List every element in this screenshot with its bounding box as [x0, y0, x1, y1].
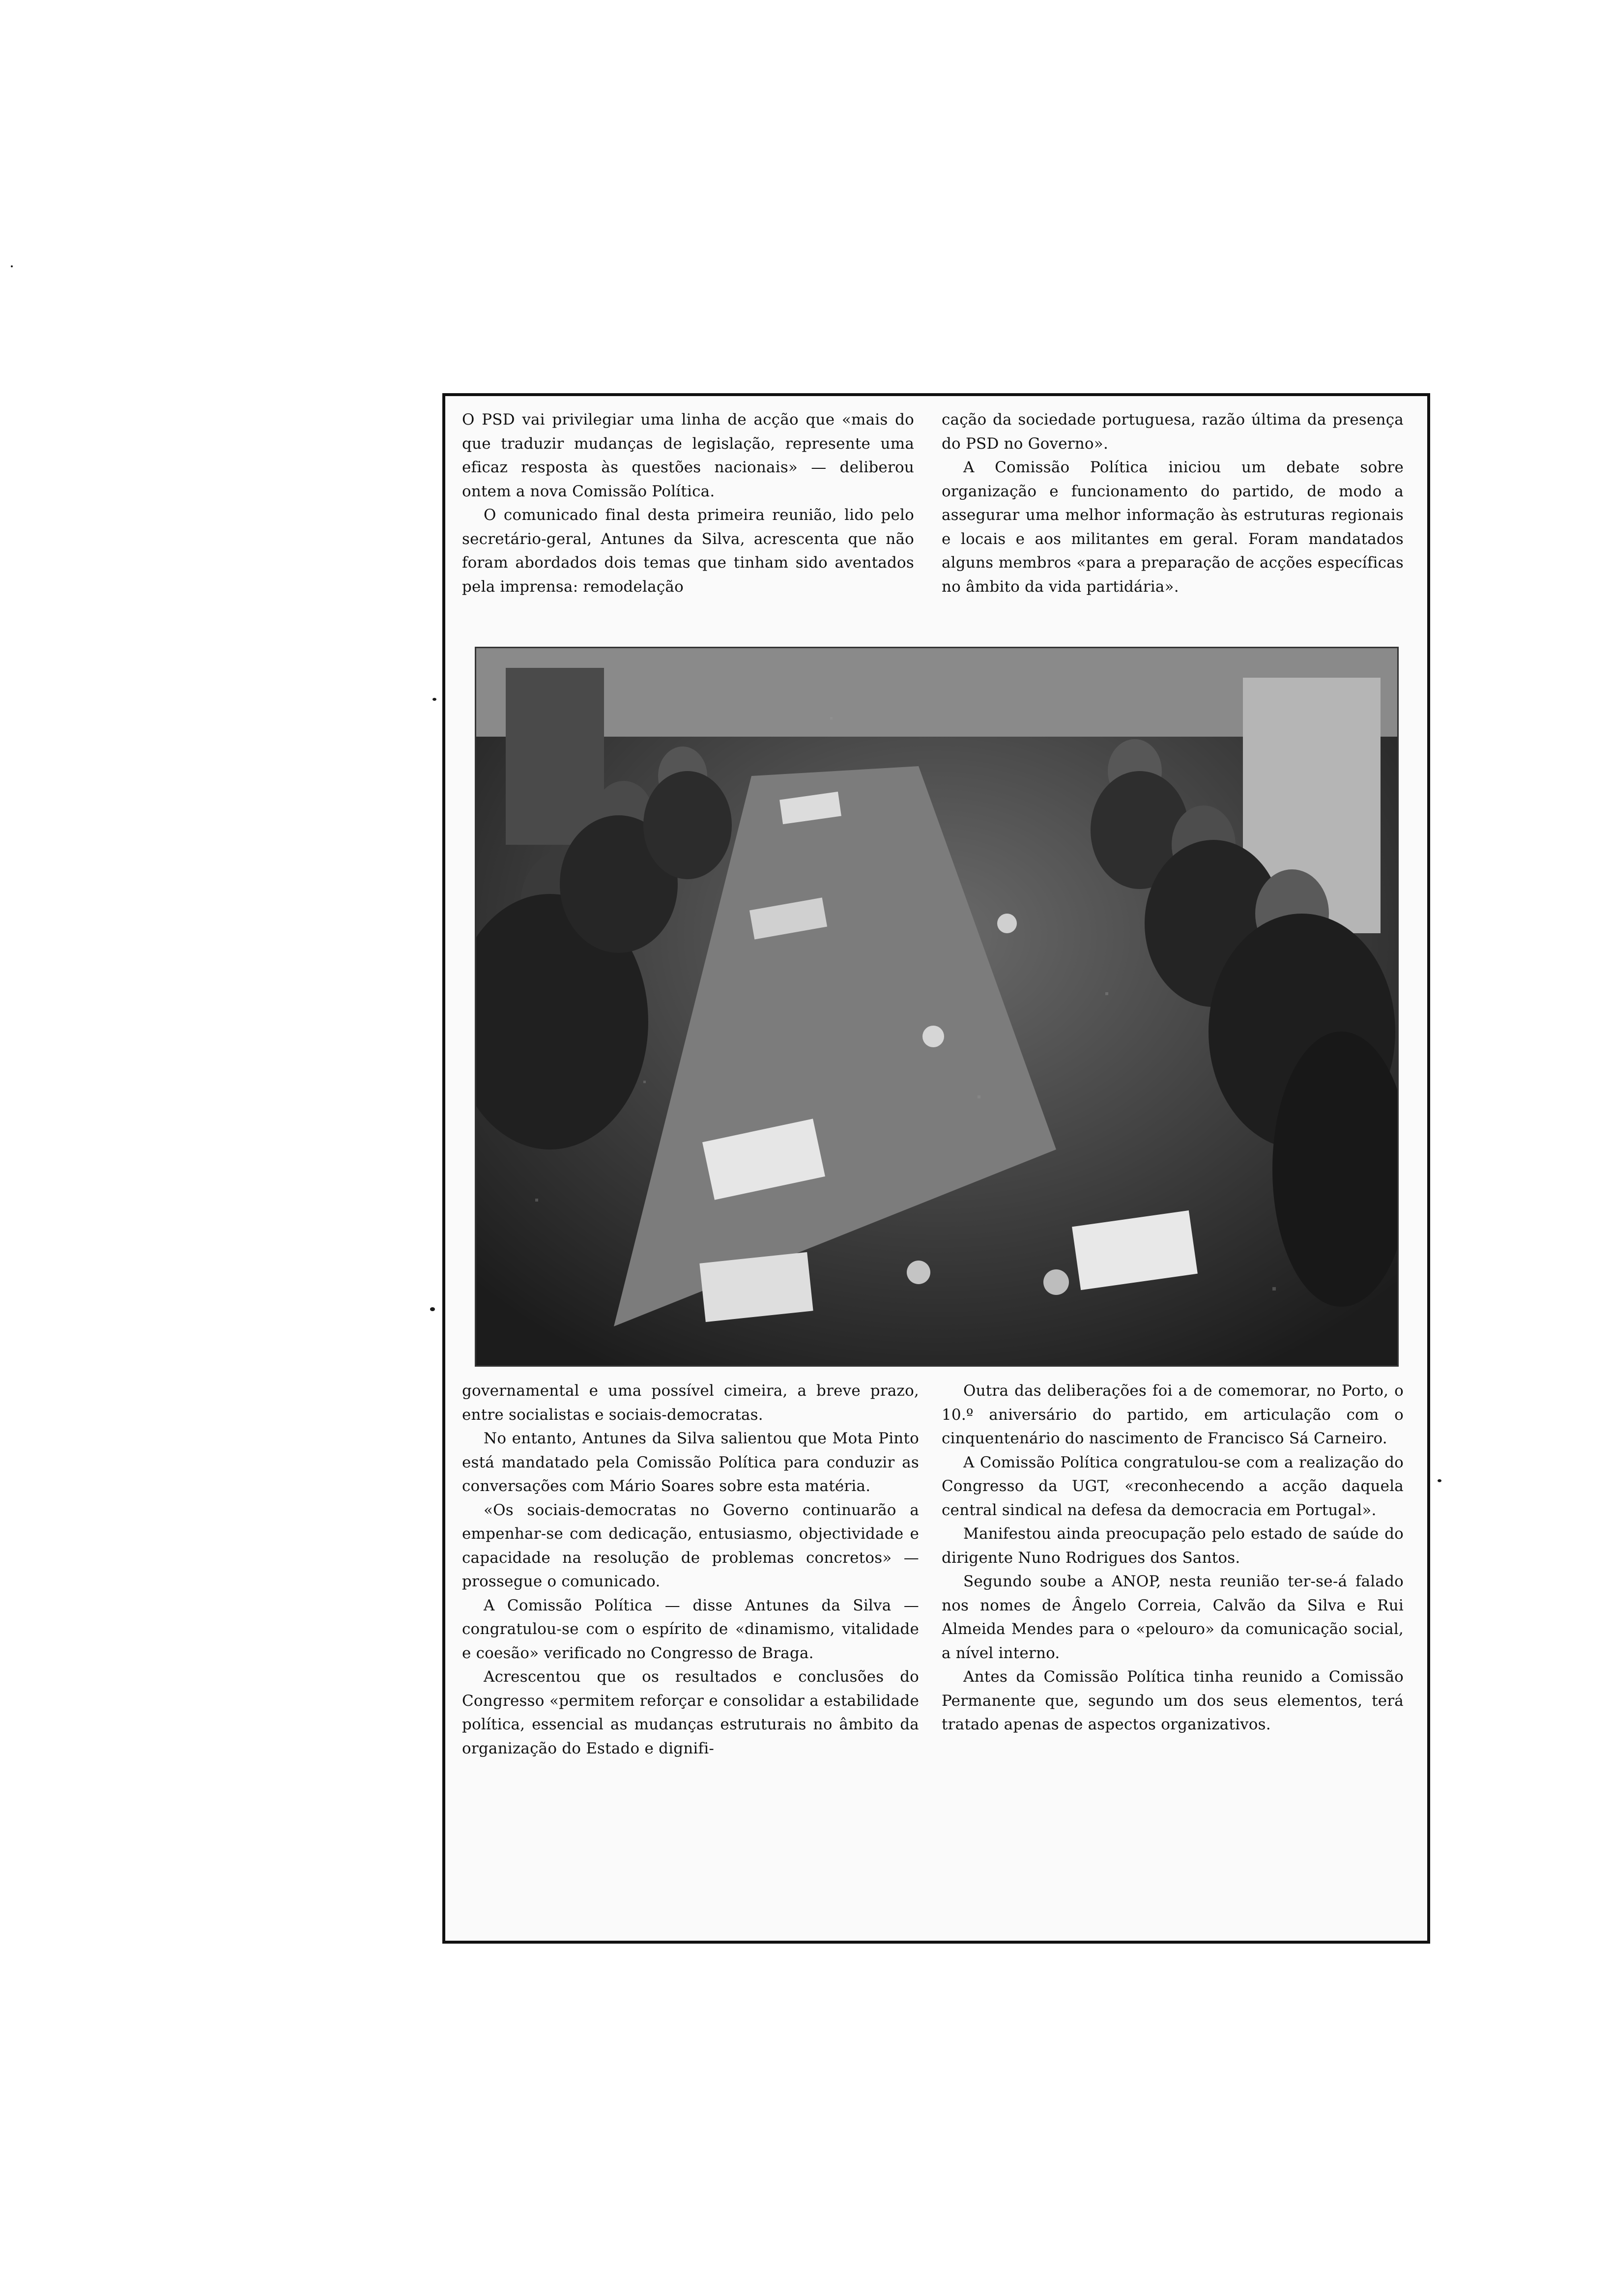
scan-speck	[430, 1307, 435, 1311]
paragraph: A Comissão Política iniciou um debate sobre organização e funcionamento do partido, de modo a assegurar uma melhor informação às estruturas regionais e locais e aos militantes em geral. Foram mandatados alguns membros «para a preparação de acções específicas no âmbito da vida partidária».	[942, 459, 1404, 596]
paragraph: O comunicado final desta primeira reunião, lido pelo secretário-geral, Antunes da Silva, acrescenta que não foram abordados dois temas que tinham sido aventados pela imprensa: remodelação	[462, 506, 914, 596]
scan-speck	[11, 265, 13, 267]
paragraph: cação da sociedade portuguesa, razão última da presença do PSD no Governo».	[942, 411, 1404, 453]
paragraph: A Comissão Política congratulou-se com a realização do Congresso da UGT, «reconhecendo a acção daquela central sindical na defesa da democracia em Portugal».	[942, 1453, 1404, 1519]
scan-speck	[1438, 1479, 1441, 1482]
paragraph: No entanto, Antunes da Silva salientou que Mota Pinto está mandatado pela Comissão Política para conduzir as conversações com Mário Soares sobre esta matéria.	[462, 1430, 919, 1495]
paragraph: Acrescentou que os resultados e conclusões do Congresso «permitem reforçar e consolidar a estabilidade política, essencial as mudanças estruturais no âmbito da organização do Estado e dignifi-	[462, 1668, 919, 1757]
meeting-photo	[475, 647, 1399, 1367]
newspaper-clipping	[442, 393, 1430, 1944]
article-column-top-right	[942, 408, 1404, 639]
article-column-bottom-right	[942, 1379, 1404, 1929]
paragraph: Outra das deliberações foi a de comemorar, no Porto, o 10.º aniversário do partido, em articulação com o cinquentenário do nascimento de Francisco Sá Carneiro.	[942, 1382, 1404, 1447]
paragraph: Manifestou ainda preocupação pelo estado de saúde do dirigente Nuno Rodrigues dos Santos.	[942, 1525, 1404, 1567]
paragraph: Antes da Comissão Política tinha reunido a Comissão Permanente que, segundo um dos seus elementos, terá tratado apenas de aspectos organizativos.	[942, 1668, 1404, 1733]
paragraph: governamental e uma possível cimeira, a breve prazo, entre socialistas e sociais-democratas.	[462, 1382, 919, 1424]
scan-speck	[432, 698, 436, 701]
paragraph: «Os sociais-democratas no Governo continuarão a empenhar-se com dedicação, entusiasmo, objectividade e capacidade na resolução de problemas concretos» — prossegue o comunicado.	[462, 1501, 919, 1590]
paragraph: O PSD vai privilegiar uma linha de acção que «mais do que traduzir mudanças de legislação, represente uma eficaz resposta às questões nacionais» — deliberou ontem a nova Comissão Política.	[462, 411, 914, 500]
paragraph: Segundo soube a ANOP, nesta reunião ter-se-á falado nos nomes de Ângelo Correia, Calvão da Silva e Rui Almeida Mendes para o «pelouro» da comunicação social, a nível interno.	[942, 1573, 1404, 1662]
article-column-top-left	[462, 408, 914, 639]
paragraph: A Comissão Política — disse Antunes da Silva — congratulou-se com o espírito de «dinamismo, vitalidade e coesão» verificado no Congresso de Braga.	[462, 1596, 919, 1662]
article-column-bottom-left	[462, 1379, 919, 1929]
